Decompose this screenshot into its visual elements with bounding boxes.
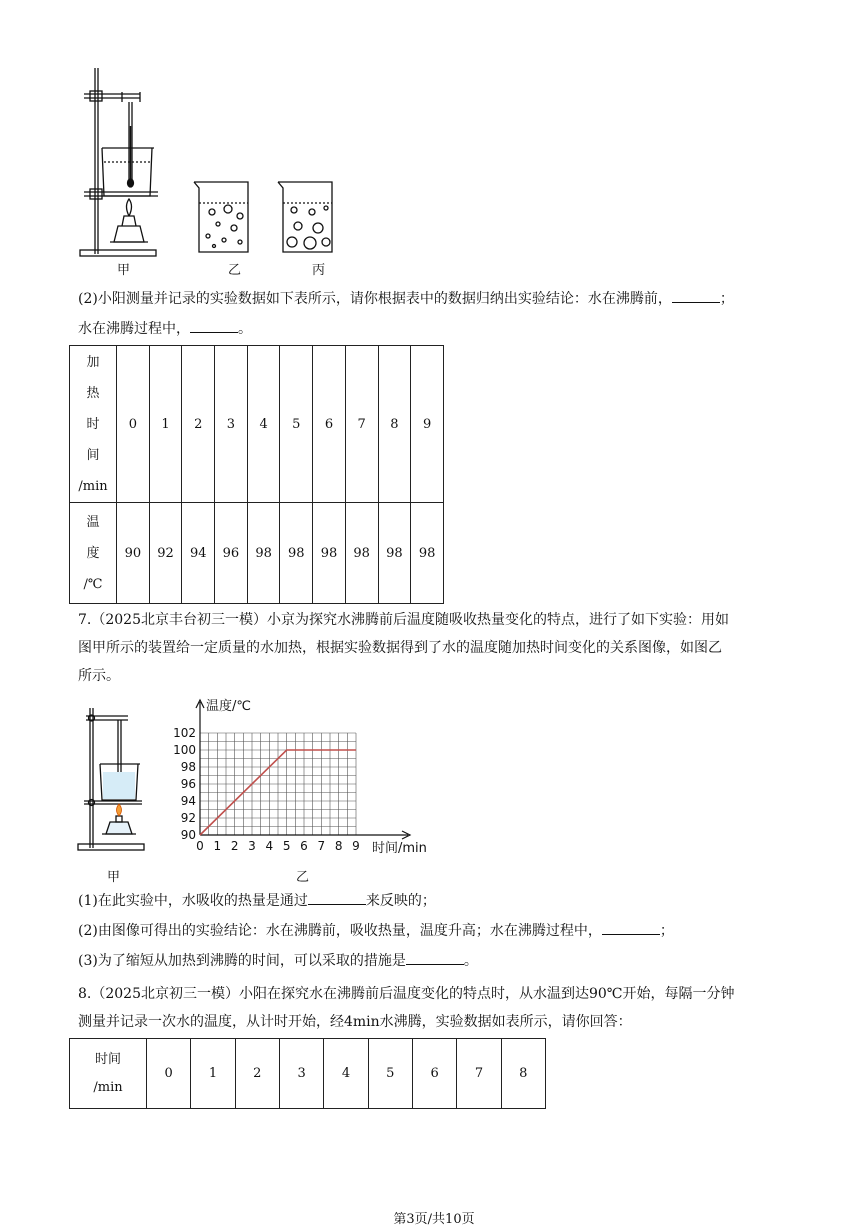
y-axis-label: 温度/℃ <box>206 699 251 714</box>
q7-line3: 所示。 <box>78 668 120 684</box>
table-cell: 0 <box>147 1039 191 1109</box>
data-table-2 <box>69 1038 546 1109</box>
table-cell: 98 <box>411 503 444 604</box>
table-header-cell: 加 热 时 间 /min <box>70 346 117 503</box>
page-footer: 第3页/共10页 <box>393 1212 475 1227</box>
table-cell: 8 <box>378 346 411 503</box>
x-axis-label: 时间/min <box>372 841 427 856</box>
q7-part3: (3)为了缩短从加热到沸腾的时间，可以采取的措施是 。 <box>78 950 478 971</box>
q8-line2: 测量并记录一次水的温度，从计时开始，经4min水沸腾，实验数据如表所示，请你回答： <box>78 1014 632 1030</box>
x-tick-label: 8 <box>334 839 343 853</box>
table-cell: 0 <box>117 346 150 503</box>
x-tick-label: 0 <box>196 839 204 853</box>
table-cell: 1 <box>191 1039 235 1109</box>
table-cell: 94 <box>182 503 215 604</box>
q6-part2-line1: (2)小阳测量并记录的实验数据如下表所示，请你根据表中的数据归纳出实验结论：水在沸腾前， ； <box>78 288 734 309</box>
table-cell: 1 <box>149 346 182 503</box>
table-cell: 5 <box>368 1039 412 1109</box>
table-header-cell: 时间 /min <box>70 1039 147 1109</box>
answer-blank[interactable] <box>190 318 238 333</box>
table-cell: 98 <box>247 503 280 604</box>
q7-part2: (2)由图像可得出的实验结论：水在沸腾前，吸收热量，温度升高；水在沸腾过程中， ； <box>78 920 674 941</box>
table-row <box>70 1039 546 1109</box>
x-tick-label: 7 <box>317 839 326 853</box>
table-header-cell: 温 度 /℃ <box>70 503 117 604</box>
table-cell: 98 <box>313 503 346 604</box>
figure-label-jia-2: 甲 <box>107 870 121 885</box>
x-tick-label: 9 <box>352 839 360 853</box>
figure-label-bing: 丙 <box>312 263 326 278</box>
table-cell: 7 <box>345 346 378 503</box>
figure-label-jia: 甲 <box>117 263 131 278</box>
table-cell: 6 <box>412 1039 456 1109</box>
apparatus-figure-2 <box>76 704 148 854</box>
answer-blank[interactable] <box>672 288 720 303</box>
q8-line1: 8.（2025北京初三一模）小阳在探究水在沸腾前后温度变化的特点时，从水温到达90℃开始，每隔一分钟 <box>78 986 735 1002</box>
answer-blank[interactable] <box>406 950 464 965</box>
x-tick-label: 6 <box>300 839 308 853</box>
q6-part2-line2: 水在沸腾过程中， 。 <box>78 318 252 339</box>
y-tick-label: 100 <box>173 743 196 757</box>
table-cell: 96 <box>215 503 248 604</box>
data-table-1 <box>69 345 444 604</box>
table-cell: 90 <box>117 503 150 604</box>
table-row <box>70 346 444 503</box>
q7-part1: (1)在此实验中，水吸收的热量是通过 来反映的； <box>78 890 436 911</box>
y-tick-label: 94 <box>180 794 196 808</box>
table-row <box>70 503 444 604</box>
temperature-time-chart <box>168 692 440 868</box>
table-cell: 98 <box>280 503 313 604</box>
table-cell: 4 <box>324 1039 368 1109</box>
figure-label-yi-2: 乙 <box>296 870 310 885</box>
table-cell: 6 <box>313 346 346 503</box>
y-tick-label: 98 <box>180 760 196 774</box>
x-tick-label: 3 <box>248 839 256 853</box>
table-cell: 2 <box>235 1039 279 1109</box>
y-tick-label: 102 <box>173 726 196 740</box>
table-cell: 7 <box>457 1039 501 1109</box>
table-cell: 8 <box>501 1039 545 1109</box>
table-cell: 5 <box>280 346 313 503</box>
x-tick-label: 4 <box>265 839 274 853</box>
apparatus-figure-1 <box>78 66 338 262</box>
answer-blank[interactable] <box>602 920 660 935</box>
table-cell: 98 <box>345 503 378 604</box>
x-tick-label: 2 <box>230 839 239 853</box>
answer-blank[interactable] <box>308 890 366 905</box>
y-tick-label: 90 <box>180 828 196 842</box>
q7-line2: 图甲所示的装置给一定质量的水加热，根据实验数据得到了水的温度随加热时间变化的关系图像，如图乙 <box>78 640 722 656</box>
y-tick-label: 92 <box>180 811 196 825</box>
table-cell: 92 <box>149 503 182 604</box>
table-cell: 2 <box>182 346 215 503</box>
x-tick-label: 1 <box>213 839 222 853</box>
y-tick-label: 96 <box>180 777 196 791</box>
q7-line1: 7.（2025北京丰台初三一模）小京为探究水沸腾前后温度随吸收热量变化的特点，进行了如下实验：用如 <box>78 612 729 628</box>
table-cell: 3 <box>215 346 248 503</box>
figure-label-yi: 乙 <box>228 263 242 278</box>
table-cell: 4 <box>247 346 280 503</box>
x-tick-label: 5 <box>282 839 291 853</box>
table-cell: 98 <box>378 503 411 604</box>
table-cell: 9 <box>411 346 444 503</box>
table-cell: 3 <box>279 1039 323 1109</box>
